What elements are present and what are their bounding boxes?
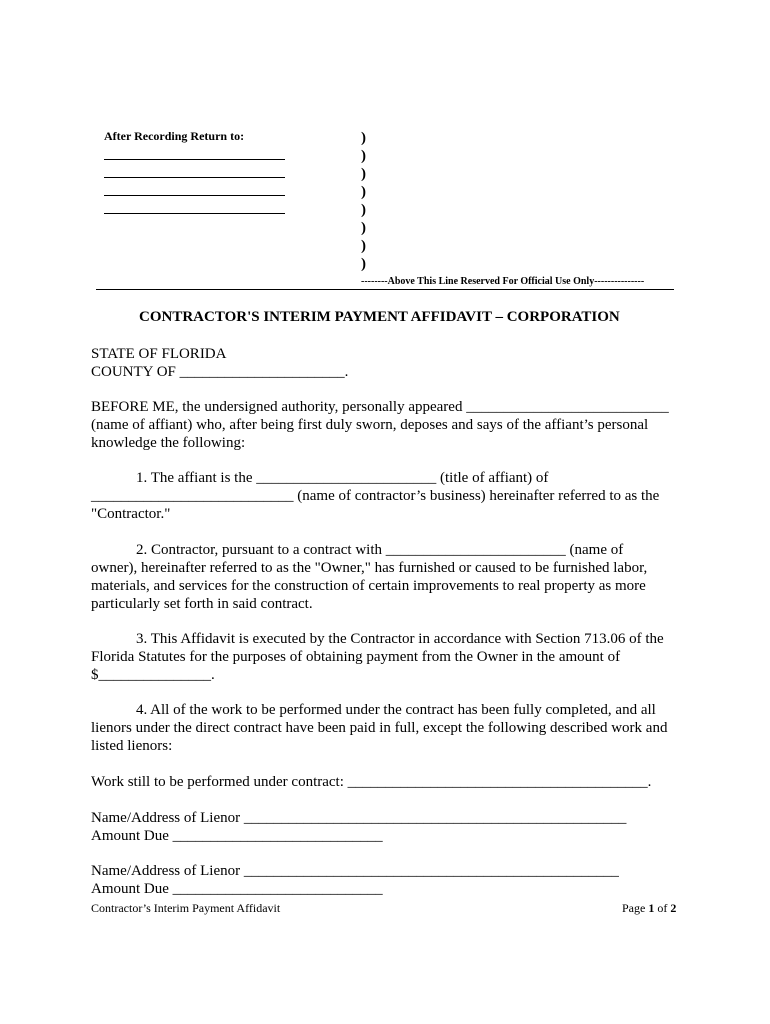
para3-line-2: Florida Statutes for the purposes of obtaining payment from the Owner in the amount of [91,649,621,665]
para4-line-1: 4. All of the work to be performed under the contract has been fully completed, and all [136,702,656,718]
return-address-line-1[interactable] [104,159,285,160]
para2-line-1: 2. Contractor, pursuant to a contract with ________________________ (name of [136,542,624,558]
intro-line-1: BEFORE ME, the undersigned authority, personally appeared ___________________________ [91,399,669,415]
official-use-divider [96,289,674,290]
para2-line-2: owner), hereinafter referred to as the "Owner," has furnished or caused to be furnished labor, [91,560,648,576]
para1-line-2: ___________________________ (name of contractor’s business) hereinafter referred to as the [91,488,660,504]
intro-line-3: knowledge the following: [91,435,246,451]
page-number [622,901,676,916]
total-pages: 2 [670,901,677,915]
intro-line-2: (name of affiant) who, after being first duly sworn, deposes and says of the affiant’s personal [91,417,649,433]
lienor-2-name-address: Name/Address of Lienor __________________________________________________ [91,863,619,879]
bracket-paren: ) [361,238,366,254]
bracket-paren: ) [361,130,366,146]
bracket-paren: ) [361,166,366,182]
official-use-reserved-label: --------Above This Line Reserved For Official Use Only--------------- [361,276,645,287]
return-address-line-3[interactable] [104,195,285,196]
bracket-paren: ) [361,202,366,218]
para3-line-3: $_______________. [91,667,215,683]
current-page: 1 [648,901,655,915]
lienor-1-name-address: Name/Address of Lienor ___________________________________________________ [91,810,627,826]
para2-line-4: particularly set forth in said contract. [91,596,313,612]
bracket-paren: ) [361,148,366,164]
document-title: CONTRACTOR'S INTERIM PAYMENT AFFIDAVIT – CORPORATION [139,309,620,325]
state-line: STATE OF FLORIDA [91,346,227,362]
para4-line-3: listed lienors: [91,738,173,754]
bracket-paren: ) [361,220,366,236]
para2-line-3: materials, and services for the construction of certain improvements to real property as more [91,578,646,594]
county-line: COUNTY OF ______________________. [91,364,349,380]
bracket-paren: ) [361,184,366,200]
page-of: of [654,901,671,915]
bracket-paren: ) [361,256,366,272]
work-still-line: Work still to be performed under contract: ________________________________________. [91,774,652,790]
para3-line-1: 3. This Affidavit is executed by the Contractor in accordance with Section 713.06 of the [136,631,664,647]
lienor-2-amount-due: Amount Due ____________________________ [91,881,383,897]
para4-line-2: lienors under the direct contract have been paid in full, except the following described work and [91,720,668,736]
page-prefix: Page [622,901,649,915]
footer-document-name: Contractor’s Interim Payment Affidavit [91,901,281,915]
para1-line-1: 1. The affiant is the ________________________ (title of affiant) of [136,470,549,486]
para1-line-3: "Contractor." [91,506,171,522]
lienor-1-amount-due: Amount Due ____________________________ [91,828,383,844]
return-label: After Recording Return to: [104,129,245,143]
return-address-line-2[interactable] [104,177,285,178]
return-address-line-4[interactable] [104,213,285,214]
